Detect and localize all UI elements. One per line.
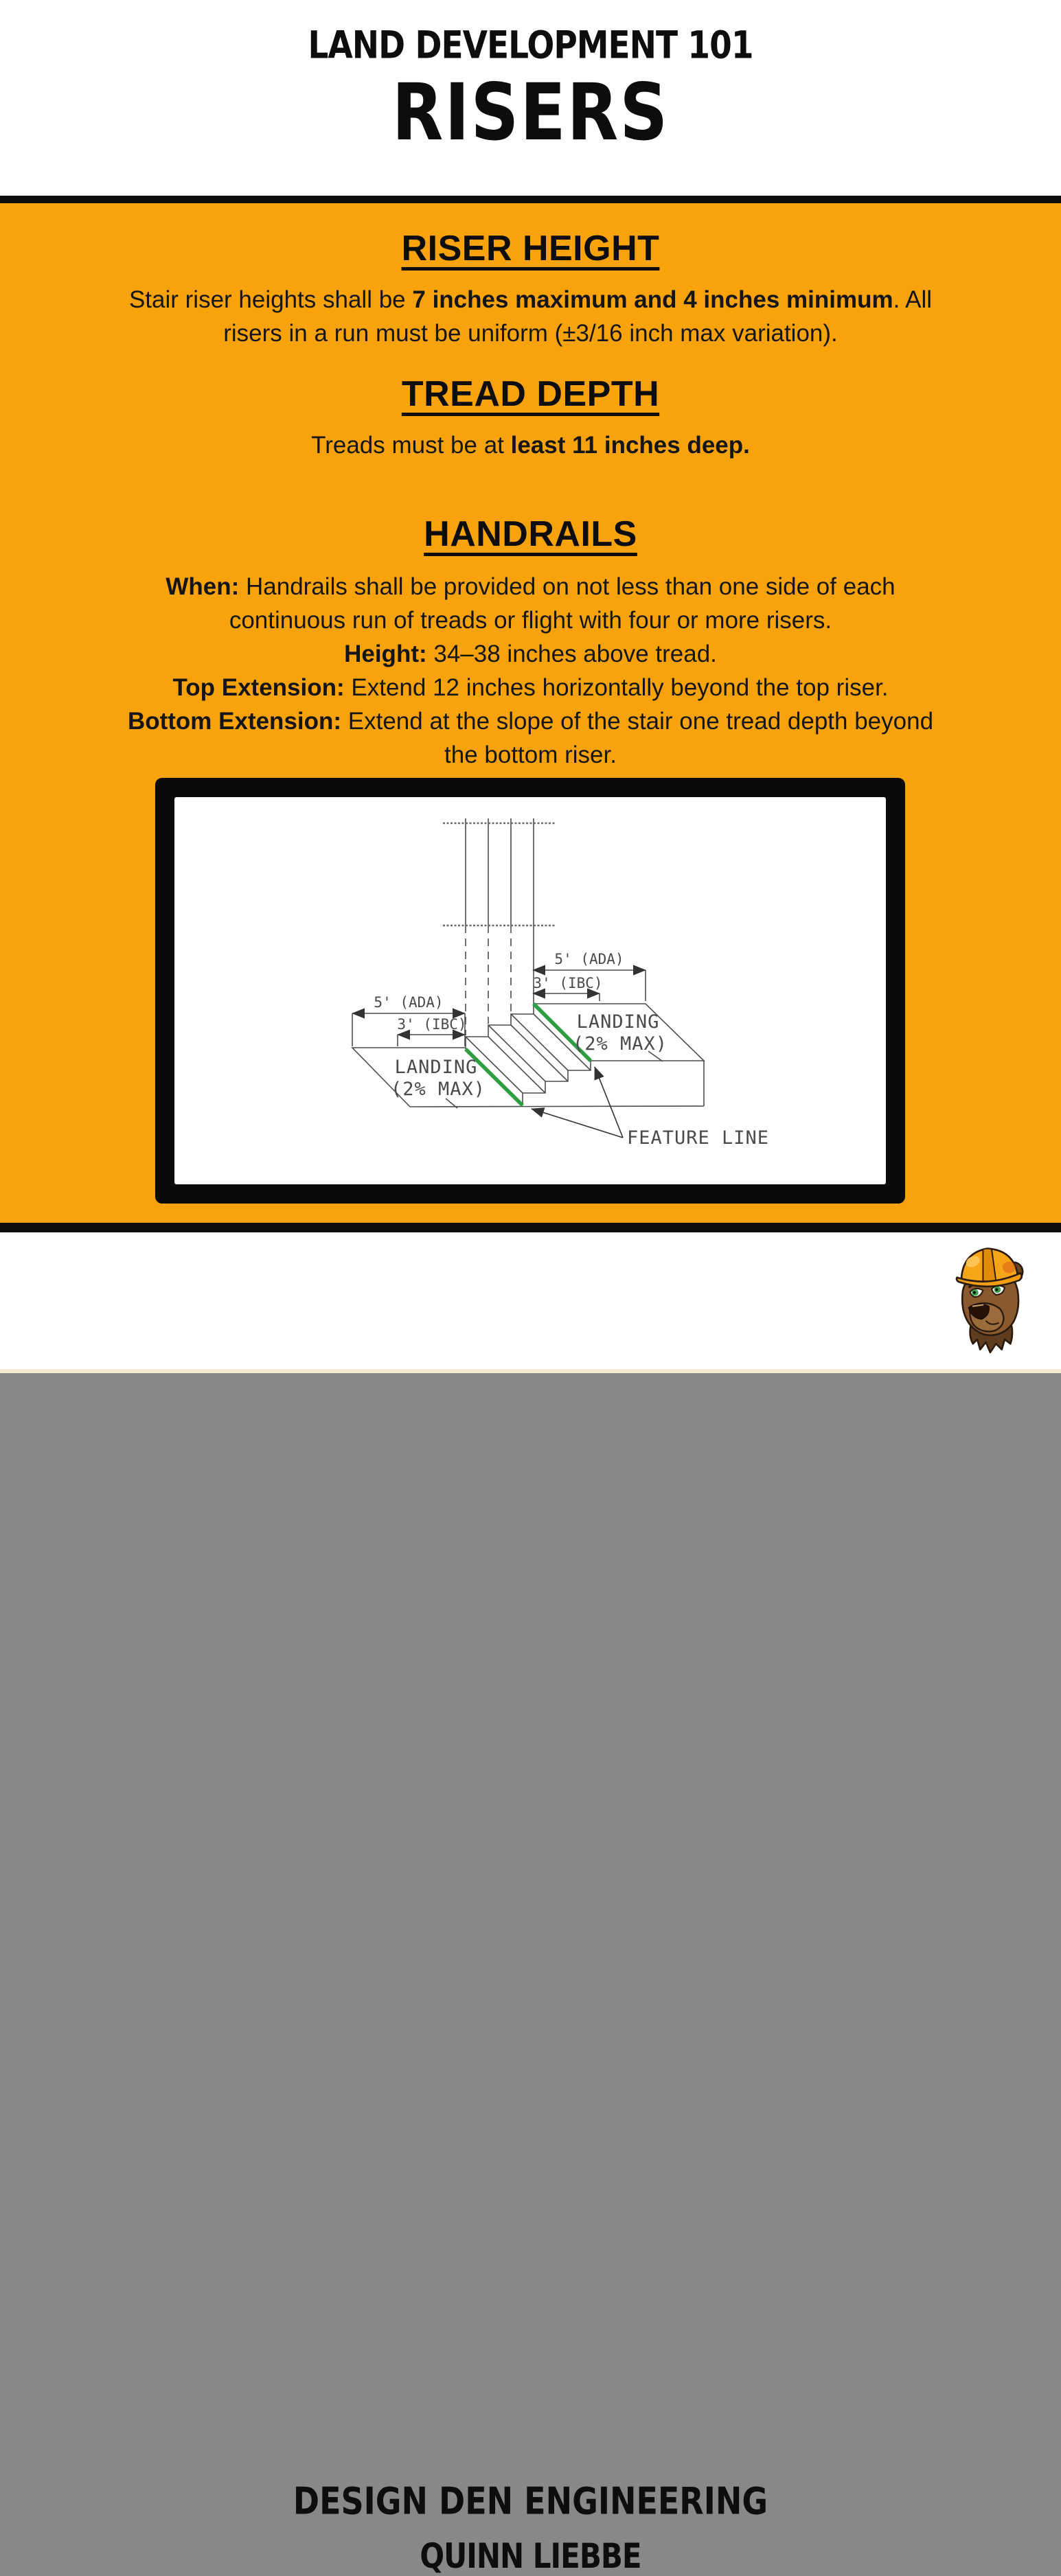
text-line: continuous run of treads or flight with four or more risers. bbox=[229, 607, 832, 634]
feature-line-leaders bbox=[532, 1067, 623, 1138]
tread-depth-text bbox=[0, 428, 1061, 462]
handrails-text bbox=[0, 570, 1061, 772]
footer bbox=[0, 1232, 1061, 2576]
page-title: RISERS bbox=[391, 67, 670, 159]
bear-hardhat-mascot bbox=[951, 1240, 1031, 1355]
diagram-frame bbox=[155, 778, 905, 1204]
stair-diagram bbox=[174, 797, 886, 1184]
hard-hat-icon bbox=[957, 1249, 1022, 1287]
handrails-heading: HANDRAILS bbox=[424, 514, 637, 554]
top-divider bbox=[0, 196, 1061, 203]
content-panel bbox=[0, 203, 1061, 1223]
feature-line-label: FEATURE LINE bbox=[627, 1127, 770, 1149]
riser-height-heading: RISER HEIGHT bbox=[401, 229, 660, 268]
text-line: Treads must be at least 11 inches deep. bbox=[311, 432, 750, 459]
dim-label-ada-right: 5' (ADA) bbox=[554, 951, 624, 967]
text-line: Top Extension: Extend 12 inches horizontally beyond the top riser. bbox=[172, 674, 889, 701]
landing-note-right: (2% MAX) bbox=[572, 1033, 668, 1055]
company-name: DESIGN DEN ENGINEERING bbox=[293, 2479, 768, 2523]
course-title: LAND DEVELOPMENT 101 bbox=[308, 23, 753, 68]
landing-note-left: (2% MAX) bbox=[390, 1079, 486, 1100]
dim-label-ada-left: 5' (ADA) bbox=[374, 994, 444, 1011]
dim-label-ibc-left: 3' (IBC) bbox=[397, 1016, 467, 1033]
dim-label-ibc-right: 3' (IBC) bbox=[533, 975, 603, 991]
text-line: When: Handrails shall be provided on not less than one side of each bbox=[166, 573, 895, 600]
stair-isometric-drawing bbox=[174, 797, 886, 1184]
text-line: Height: 34–38 inches above tread. bbox=[344, 641, 717, 667]
text-line: the bottom riser. bbox=[444, 741, 617, 768]
author-name: QUINN LIEBBE bbox=[420, 2536, 641, 2576]
tread-depth-heading: TREAD DEPTH bbox=[401, 374, 660, 414]
bottom-strip bbox=[0, 1369, 1061, 1373]
break-lines bbox=[443, 823, 556, 925]
landing-label-right: LANDING bbox=[576, 1011, 660, 1033]
text-line: risers in a run must be uniform (±3/16 inch max variation). bbox=[223, 320, 838, 347]
bottom-divider bbox=[0, 1223, 1061, 1232]
text-line: Stair riser heights shall be 7 inches maximum and 4 inches minimum. All bbox=[128, 286, 933, 313]
text-line: Bottom Extension: Extend at the slope of the stair one tread depth beyond bbox=[127, 708, 934, 735]
riser-height-text bbox=[0, 283, 1061, 350]
landing-label-left: LANDING bbox=[394, 1057, 478, 1078]
projection-lines bbox=[466, 818, 534, 1035]
